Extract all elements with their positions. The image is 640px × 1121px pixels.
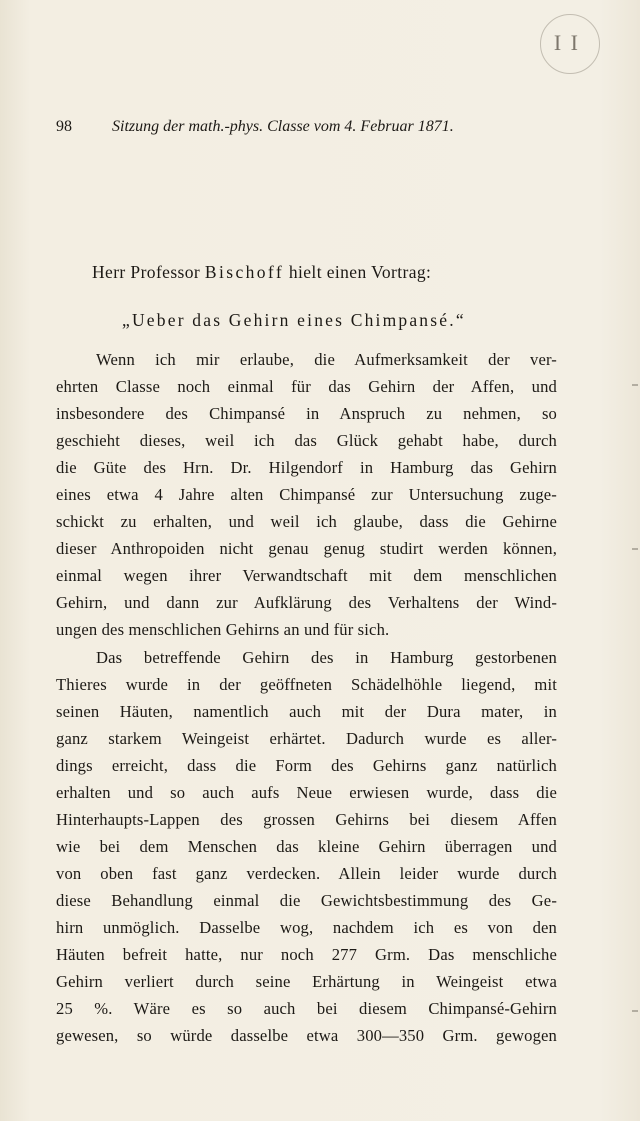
body-line: Häuten befreit hatte, nur noch 277 Grm. Das menschliche: [56, 945, 557, 965]
body-line: diese Behandlung einmal die Gewichtsbestimmung des Ge-: [56, 890, 557, 910]
edge-mark: [632, 384, 638, 386]
body-line: Wenn ich mir erlaube, die Aufmerksamkeit der ver-: [96, 350, 557, 369]
body-line: ungen des menschlichen Gehirns an und für sich.: [56, 620, 390, 640]
edge-mark: [632, 1010, 638, 1012]
lecture-intro-before: Herr Professor: [92, 262, 205, 282]
page-number: 98: [56, 118, 72, 135]
body-line: wie bei dem Menschen das kleine Gehirn überragen und: [56, 836, 557, 856]
body-line: Thieres wurde in der geöffneten Schädelhöhle liegend, mit: [56, 674, 557, 694]
body-line: gewesen, so würde dasselbe etwa 300—350 Grm. gewogen: [56, 1026, 557, 1046]
edge-mark: [632, 548, 638, 550]
body-line: insbesondere des Chimpansé in Anspruch zu nehmen, so: [56, 404, 557, 424]
body-line: die Güte des Hrn. Dr. Hilgendorf in Hamburg das Gehirn: [56, 458, 557, 478]
body-line: einmal wegen ihrer Verwandtschaft mit dem menschlichen: [56, 566, 557, 586]
body-line: Gehirn verliert durch seine Erhärtung in Weingeist etwa: [56, 972, 557, 992]
body-line: schickt zu erhalten, und weil ich glaube, dass die Gehirne: [56, 512, 557, 532]
body-line: hirn unmöglich. Dasselbe wog, nachdem ich es von den: [56, 917, 557, 937]
speaker-name: Bischoff: [204, 262, 285, 282]
body-line: geschieht dieses, weil ich das Glück gehabt habe, durch: [56, 431, 557, 451]
body-line: dings erreicht, dass die Form des Gehirns ganz natürlich: [56, 755, 557, 775]
body-line: seinen Häuten, namentlich auch mit der Dura mater, in: [56, 701, 557, 721]
lecture-intro-after: hielt einen Vortrag:: [284, 262, 432, 282]
body-line: erhalten und so auch aufs Neue erwiesen wurde, dass die: [56, 782, 557, 802]
body-line: von oben fast ganz verdecken. Allein leider wurde durch: [56, 863, 557, 883]
body-text: [56, 346, 557, 1049]
body-line: Gehirn, und dann zur Aufklärung des Verhaltens der Wind-: [56, 593, 557, 613]
body-line: ganz starkem Weingeist erhärtet. Dadurch wurde es aller-: [56, 728, 557, 748]
body-line: Das betreffende Gehirn des in Hamburg gestorbenen: [96, 647, 557, 667]
running-head-title: Sitzung der math.-phys. Classe vom 4. Februar 1871.: [112, 118, 454, 135]
body-line: ehrten Classe noch einmal für das Gehirn der Affen, und: [56, 377, 557, 397]
running-head: [56, 118, 596, 136]
stamp-mark: I I: [553, 30, 580, 55]
body-line: 25 %. Wäre es so auch bei diesem Chimpansé-Gehirn: [56, 999, 557, 1019]
body-line: Hinterhaupts-Lappen des grossen Gehirns bei diesem Affen: [56, 809, 557, 829]
article-title: „Ueber das Gehirn eines Chimpansé.“: [122, 310, 466, 330]
lecture-intro: [92, 262, 431, 283]
body-line: eines etwa 4 Jahre alten Chimpansé zur Untersuchung zuge-: [56, 485, 557, 505]
body-line: dieser Anthropoiden nicht genau genug studirt werden können,: [56, 539, 557, 559]
